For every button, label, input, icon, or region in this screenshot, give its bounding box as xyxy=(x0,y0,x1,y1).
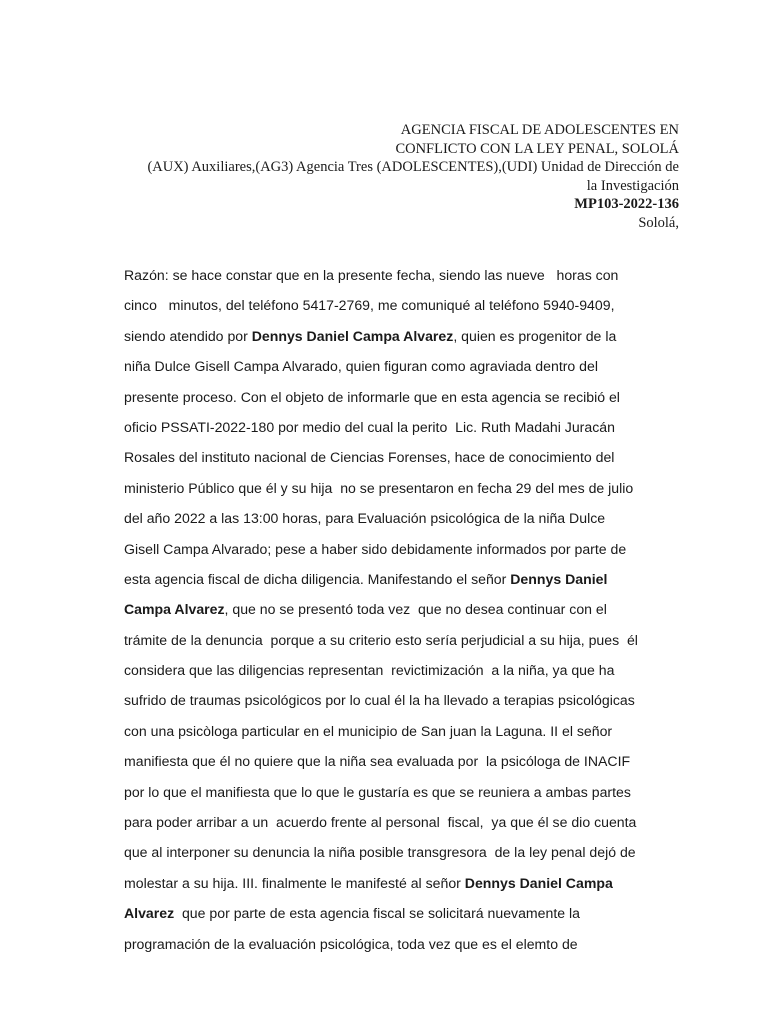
person-name: Alvarez xyxy=(124,905,175,922)
body-text: que por parte de esta agencia fiscal se solicitará nuevamente la xyxy=(174,905,580,922)
person-name: Dennys Daniel xyxy=(510,570,608,587)
body-text: , que no se presentó toda vez que no desea continuar con el xyxy=(224,601,607,618)
body-line xyxy=(124,594,704,624)
body-text: siendo atendido por xyxy=(124,327,252,344)
body-line xyxy=(124,564,704,594)
body-line: manifiesta que él no quiere que la niña sea evaluada por la psicóloga de INACIF xyxy=(124,753,631,770)
header-units-line-2: la Investigación xyxy=(586,177,679,194)
body-line: con una psicòloga particular en el municipio de San juan la Laguna. II el señor xyxy=(124,722,613,739)
person-name: Dennys Daniel Campa xyxy=(464,874,613,891)
body-line: sufrido de traumas psicológicos por lo cual él la ha llevado a terapias psicológicas xyxy=(124,692,635,709)
body-line xyxy=(124,321,704,351)
header-agency-line-2: CONFLICTO CON LA LEY PENAL, SOLOLÁ xyxy=(395,140,679,157)
body-line: por lo que el manifiesta que lo que le gustaría es que se reuniera a ambas partes xyxy=(124,783,631,800)
body-line: Gisell Campa Alvarado; pese a haber sido debidamente informados por parte de xyxy=(124,540,627,557)
body-line: presente proceso. Con el objeto de informarle que en esta agencia se recibió el xyxy=(124,388,620,405)
header-agency-line-1: AGENCIA FISCAL DE ADOLESCENTES EN xyxy=(400,122,679,138)
body-line: del año 2022 a las 13:00 horas, para Evaluación psicológica de la niña Dulce xyxy=(124,510,606,527)
body-text: molestar a su hija. III. finalmente le manifesté al señor xyxy=(124,874,465,891)
body-line: ministerio Público que él y su hija no se presentaron en fecha 29 del mes de julio xyxy=(124,479,634,496)
body-line xyxy=(124,868,704,898)
body-line: Rosales del instituto nacional de Ciencias Forenses, hace de conocimiento del xyxy=(124,449,615,466)
body-line: que al interponer su denuncia la niña posible transgresora de la ley penal dejó de xyxy=(124,844,636,861)
body-line: para poder arribar a un acuerdo frente al personal fiscal, ya que él se dio cuenta xyxy=(124,814,637,831)
document-header xyxy=(79,121,679,232)
person-name: Dennys Daniel Campa Alvarez xyxy=(251,327,454,344)
body-line: niña Dulce Gisell Campa Alvarado, quien figuran como agraviada dentro del xyxy=(124,358,598,375)
body-line: programación de la evaluación psicológica, toda vez que es el elemto de xyxy=(124,935,578,952)
body-text: esta agencia fiscal de dicha diligencia. Manifestando el señor xyxy=(124,570,511,587)
body-line: Razón: se hace constar que en la presente fecha, siendo las nueve horas con xyxy=(124,267,619,283)
body-line: oficio PSSATI-2022-180 por medio del cual la perito Lic. Ruth Madahi Juracán xyxy=(124,418,615,435)
document-body xyxy=(124,260,704,959)
body-line xyxy=(124,898,704,928)
body-text: , quien es progenitor de la xyxy=(453,327,617,344)
place-date: Sololá, xyxy=(638,214,679,231)
person-name: Campa Alvarez xyxy=(124,601,225,618)
body-line: cinco minutos, del teléfono 5417-2769, me comuniqué al teléfono 5940-9409, xyxy=(124,297,615,314)
body-line: trámite de la denuncia porque a su criterio esto sería perjudicial a su hija, pues él xyxy=(124,631,638,648)
case-number: MP103-2022-136 xyxy=(574,196,679,212)
body-line: considera que las diligencias representan revictimización a la niña, ya que ha xyxy=(124,662,615,679)
header-units-line-1: (AUX) Auxiliares,(AG3) Agencia Tres (ADOLESCENTES),(UDI) Unidad de Dirección de xyxy=(147,159,679,175)
